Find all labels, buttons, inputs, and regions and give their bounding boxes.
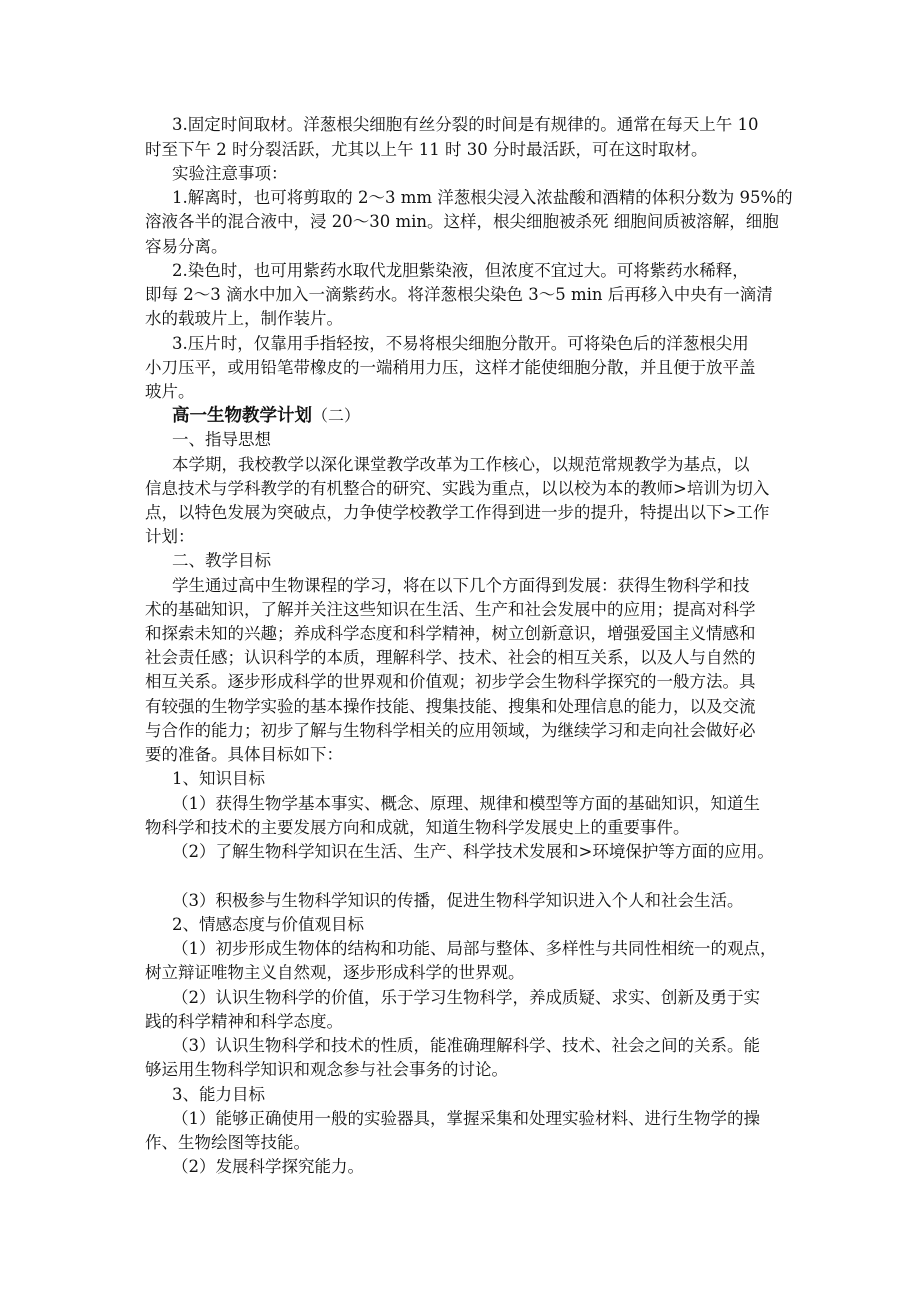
- section-1-line-1: 本学期，我校教学以深化课堂教学改革为工作核心，以规范常规教学为基点，以: [172, 455, 750, 474]
- note-2-line-1: 2.染色时，也可用紫药水取代龙胆紫染液，但浓度不宜过大。可将紫药水稀释，: [172, 261, 749, 280]
- paragraph-fixed-time-line-2: 时至下午 2 时分裂活跃，尤其以上午 11 时 30 分时最活跃，可在这时取材。: [145, 140, 708, 159]
- note-1-line-2: 溶液各半的混合液中，浸 20～30 min。这样，根尖细胞被杀死 细胞间质被溶解，细胞: [145, 212, 779, 231]
- ability-goals-title: 3、能力目标: [172, 1085, 265, 1104]
- knowledge-goal-3: （3）积极参与生物科学知识的传播，促进生物科学知识进入个人和社会生活。: [172, 891, 744, 910]
- section-2-line-6: 有较强的生物学实验的基本操作技能、搜集技能、搜集和处理信息的能力，以及交流: [145, 697, 756, 716]
- note-2-line-3: 水的载玻片上，制作装片。: [145, 309, 343, 328]
- plan-title-suffix: （二）: [312, 406, 361, 425]
- note-2-line-2: 即每 2～3 滴水中加入一滴紫药水。将洋葱根尖染色 3～5 min 后再移入中央有一滴清: [145, 285, 773, 304]
- notes-title: 实验注意事项：: [172, 164, 288, 183]
- ability-goal-1-line-1: （1）能够正确使用一般的实验器具，掌握采集和处理实验材料、进行生物学的操: [172, 1109, 760, 1128]
- section-1-title: 一、指导思想: [172, 430, 271, 449]
- knowledge-goals-title: 1、知识目标: [172, 769, 265, 788]
- note-1-line-3: 容易分离。: [145, 237, 228, 256]
- section-2-line-8: 要的准备。具体目标如下：: [145, 745, 343, 764]
- section-2-line-5: 相互关系。逐步形成科学的世界观和价值观；初步学会生物科学探究的一般方法。具: [145, 672, 756, 691]
- emotion-goal-3-line-2: 够运用生物科学知识和观念参与社会事务的讨论。: [145, 1060, 508, 1079]
- section-1-line-4: 计划：: [145, 527, 195, 546]
- section-2-line-2: 术的基础知识，了解并关注这些知识在生活、生产和社会发展中的应用；提高对科学: [145, 600, 756, 619]
- section-2-line-3: 和探索未知的兴趣；养成科学态度和科学精神，树立创新意识，增强爱国主义情感和: [145, 624, 756, 643]
- section-2-line-1: 学生通过高中生物课程的学习，将在以下几个方面得到发展：获得生物科学和技: [172, 576, 750, 595]
- section-1-line-3: 点，以特色发展为突破点，力争使学校教学工作得到进一步的提升，特提出以下>工作: [145, 503, 770, 522]
- section-2-line-7: 与合作的能力；初步了解与生物科学相关的应用领域，为继续学习和走向社会做好必: [145, 721, 756, 740]
- knowledge-goal-2: （2）了解生物科学知识在生活、生产、科学技术发展和>环境保护等方面的应用。: [172, 842, 774, 861]
- paragraph-fixed-time-line-1: 3.固定时间取材。洋葱根尖细胞有丝分裂的时间是有规律的。通常在每天上午 10: [172, 115, 759, 134]
- knowledge-goal-1-line-1: （1）获得生物学基本事实、概念、原理、规律和模型等方面的基础知识，知道生: [172, 794, 760, 813]
- note-3-line-1: 3.压片时，仅靠用手指轻按，不易将根尖细胞分散开。可将染色后的洋葱根尖用: [172, 334, 749, 353]
- emotion-goals-title: 2、情感态度与价值观目标: [172, 915, 364, 934]
- note-3-line-3: 玻片。: [145, 382, 195, 401]
- ability-goal-1-line-2: 作、生物绘图等技能。: [145, 1133, 310, 1152]
- plan-title: [172, 404, 792, 428]
- emotion-goal-2-line-2: 践的科学精神和科学态度。: [145, 1012, 343, 1031]
- emotion-goal-1-line-1: （1）初步形成生物体的结构和功能、局部与整体、多样性与共同性相统一的观点，: [172, 939, 777, 958]
- emotion-goal-1-line-2: 树立辩证唯物主义自然观，逐步形成科学的世界观。: [145, 963, 525, 982]
- knowledge-goal-1-line-2: 物科学和技术的主要发展方向和成就，知道生物科学发展史上的重要事件。: [145, 818, 690, 837]
- note-3-line-2: 小刀压平，或用铅笔带橡皮的一端稍用力压，这样才能使细胞分散，并且便于放平盖: [145, 358, 756, 377]
- note-1-line-1: 1.解离时，也可将剪取的 2～3 mm 洋葱根尖浸入浓盐酸和酒精的体积分数为 95%的: [172, 188, 793, 207]
- section-1-line-2: 信息技术与学科教学的有机整合的研究、实践为重点，以以校为本的教师>培训为切入: [145, 479, 770, 498]
- ability-goal-2: （2）发展科学探究能力。: [172, 1157, 364, 1176]
- section-2-title: 二、教学目标: [172, 551, 271, 570]
- plan-title-main: 高一生物教学计划: [172, 406, 312, 426]
- emotion-goal-3-line-1: （3）认识生物科学和技术的性质，能准确理解科学、技术、社会之间的关系。能: [172, 1036, 760, 1055]
- emotion-goal-2-line-1: （2）认识生物科学的价值，乐于学习生物科学，养成质疑、求实、创新及勇于实: [172, 988, 760, 1007]
- section-2-line-4: 社会责任感；认识科学的本质，理解科学、技术、社会的相互关系，以及人与自然的: [145, 648, 756, 667]
